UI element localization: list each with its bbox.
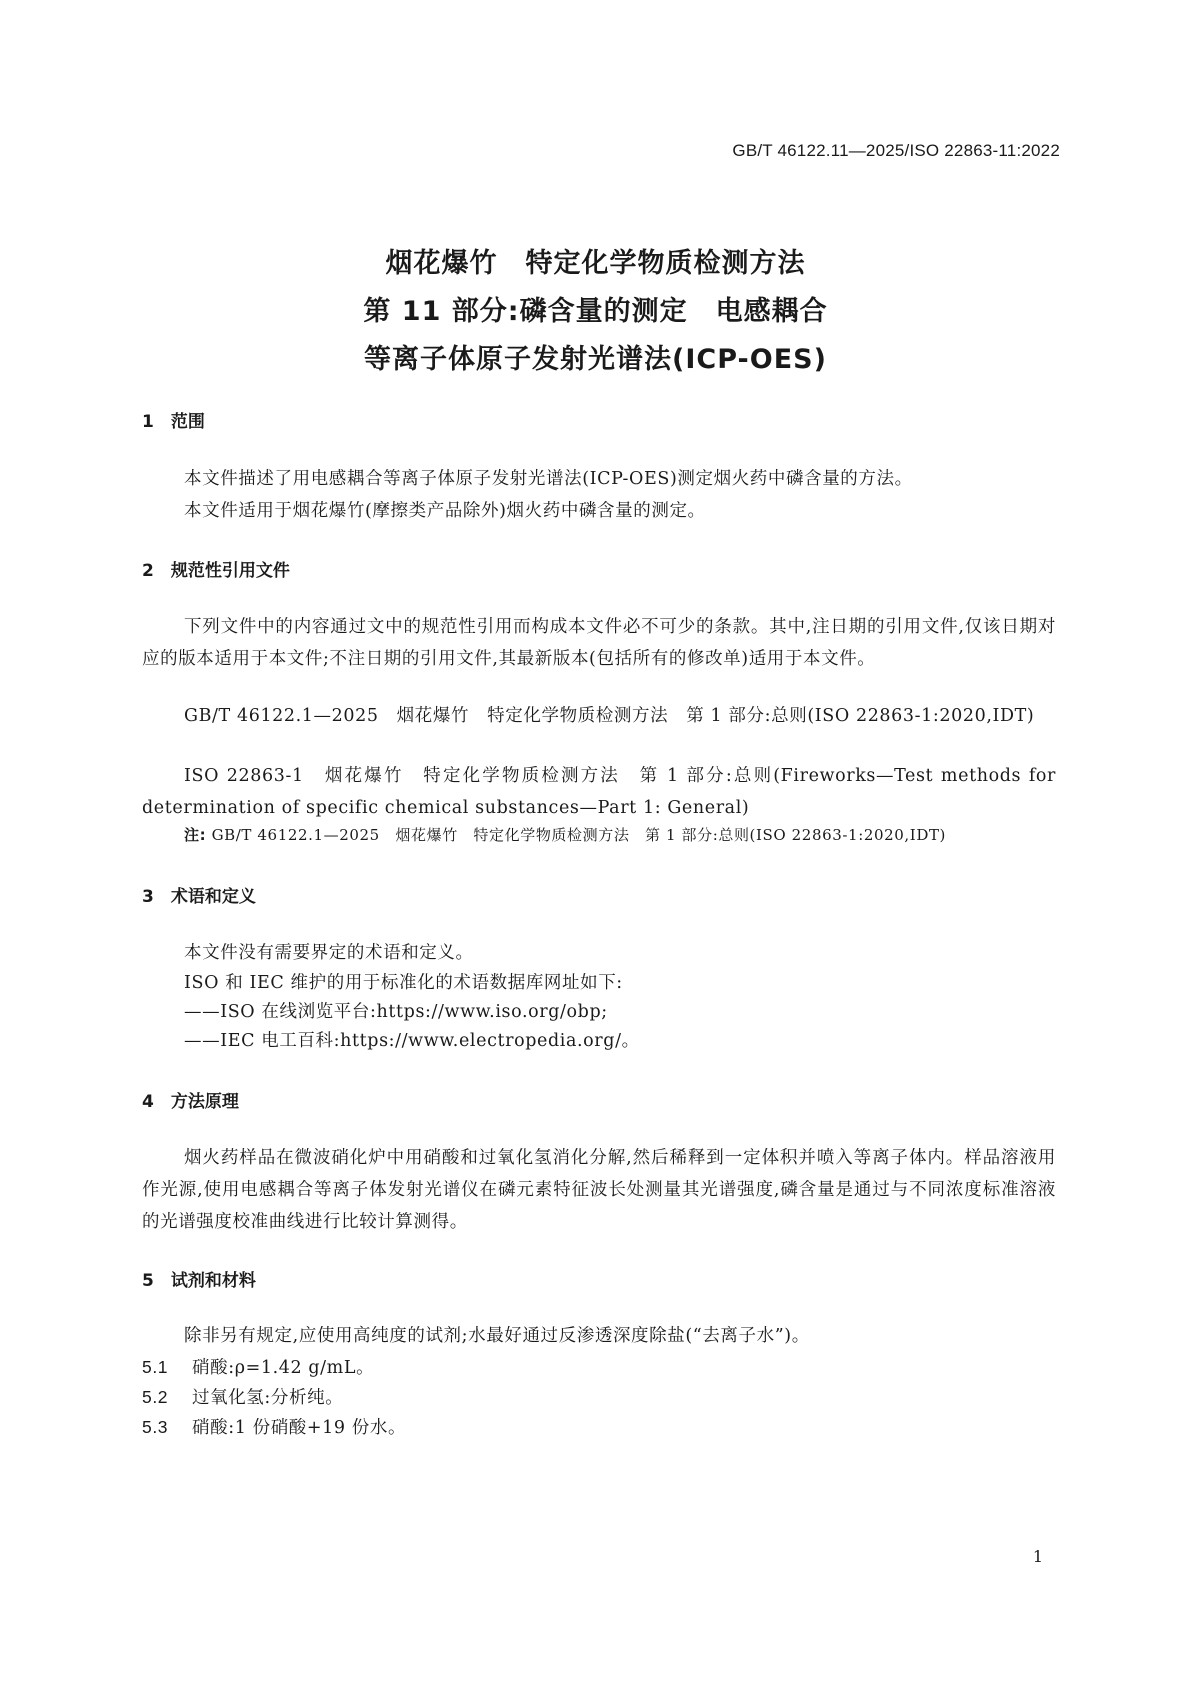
item-text: 硝酸:1 份硝酸+19 份水。 bbox=[192, 1418, 407, 1438]
section-5-paragraph-1: 除非另有规定,应使用高纯度的试剂;水最好通过反渗透深度除盐(“去离子水”)。 bbox=[184, 1326, 810, 1346]
title-line-2: 第 11 部分:磷含量的测定 电感耦合 bbox=[363, 296, 828, 327]
list-item bbox=[142, 1381, 1056, 1414]
section-1-paragraph-2: 本文件适用于烟花爆竹(摩擦类产品除外)烟火药中磷含量的测定。 bbox=[184, 501, 706, 521]
page-number: 1 bbox=[1032, 1547, 1043, 1566]
standard-code-header: GB/T 46122.11—2025/ISO 22863-11:2022 bbox=[732, 141, 1060, 160]
section-2-paragraph-1: 下列文件中的内容通过文中的规范性引用而构成本文件必不可少的条款。其中,注日期的引用文件,仅该日期对应的版本适用于本文件;不注日期的引用文件,其最新版本(包括所有的修改单)适用于本文件。 bbox=[142, 617, 1056, 669]
section-3-line-2: ISO 和 IEC 维护的用于标准化的术语数据库网址如下: bbox=[184, 973, 623, 993]
title-line-1: 烟花爆竹 特定化学物质检测方法 bbox=[385, 248, 806, 279]
section-5-heading: 5 试剂和材料 bbox=[142, 1271, 256, 1291]
reference-gb-t-46122-1: GB/T 46122.1—2025 烟花爆竹 特定化学物质检测方法 第 1 部分:总则(ISO 22863-1:2020,IDT) bbox=[184, 706, 1035, 726]
item-number: 5.1 bbox=[142, 1357, 169, 1377]
section-3-heading: 3 术语和定义 bbox=[142, 887, 256, 907]
item-text: 过氧化氢:分析纯。 bbox=[192, 1388, 344, 1408]
note-label: 注: bbox=[184, 826, 207, 844]
note-text: GB/T 46122.1—2025 烟花爆竹 特定化学物质检测方法 第 1 部分:总则(ISO 22863-1:2020,IDT) bbox=[211, 826, 946, 844]
section-3-line-4: ——IEC 电工百科:https://www.electropedia.org/。 bbox=[184, 1031, 640, 1051]
reference-iso-22863-1: ISO 22863-1 烟花爆竹 特定化学物质检测方法 第 1 部分:总则(Fireworks—Test methods for determination of specific chemical substances—Part 1: General) bbox=[142, 766, 1056, 818]
item-number: 5.3 bbox=[142, 1417, 169, 1437]
section-1-paragraph-1: 本文件描述了用电感耦合等离子体原子发射光谱法(ICP-OES)测定烟火药中磷含量的方法。 bbox=[184, 469, 913, 489]
document-title bbox=[0, 240, 1191, 384]
item-text: 硝酸:ρ=1.42 g/mL。 bbox=[192, 1358, 375, 1378]
section-4-paragraph-1: 烟火药样品在微波硝化炉中用硝酸和过氧化氢消化分解,然后稀释到一定体积并喷入等离子体内。样品溶液用作光源,使用电感耦合等离子体发射光谱仪在磷元素特征波长处测量其光谱强度,磷含量是通过与不同浓度标准溶液的光谱强度校准曲线进行比较计算测得。 bbox=[142, 1148, 1056, 1232]
title-line-3: 等离子体原子发射光谱法(ICP-OES) bbox=[364, 344, 827, 375]
item-number: 5.2 bbox=[142, 1387, 169, 1407]
section-2-heading: 2 规范性引用文件 bbox=[142, 561, 290, 581]
section-2-note bbox=[184, 819, 1056, 851]
section-1-heading: 1 范围 bbox=[142, 412, 205, 432]
section-3-line-1: 本文件没有需要界定的术语和定义。 bbox=[184, 943, 474, 963]
list-item bbox=[142, 1411, 1056, 1444]
section-4-heading: 4 方法原理 bbox=[142, 1092, 239, 1112]
list-item bbox=[142, 1351, 1056, 1384]
section-3-line-3: ——ISO 在线浏览平台:https://www.iso.org/obp; bbox=[184, 1002, 608, 1022]
